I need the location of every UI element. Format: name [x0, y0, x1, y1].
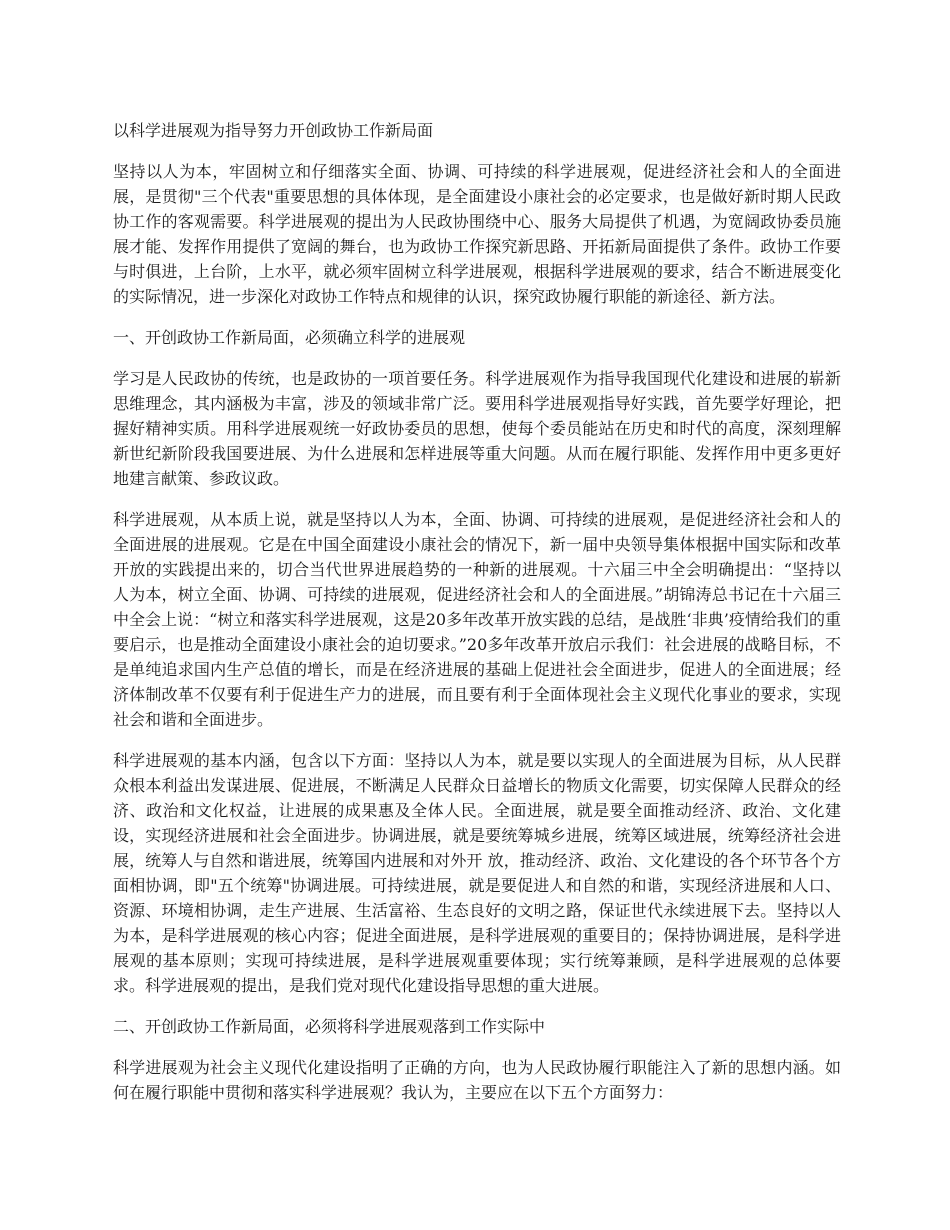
document-page: [113, 118, 841, 1121]
paragraph-implementation: 科学进展观为社会主义现代化建设指明了正确的方向，也为人民政协履行职能注入了新的思想内涵。如何在履行职能中贯彻和落实科学进展观？我认为，主要应在以下五个方面努力：: [113, 1058, 841, 1102]
section-heading-2: 二、开创政协工作新局面，必须将科学进展观落到工作实际中: [113, 1017, 546, 1036]
section-heading-1: 一、开创政协工作新局面，必须确立科学的进展观: [113, 328, 466, 347]
paragraph-intro: 坚持以人为本，牢固树立和仔细落实全面、协调、可持续的科学进展观，促进经济社会和人的全面进展，是贯彻"三个代表"重要思想的具体体现，是全面建设小康社会的必定要求，也是做好新时期人民政协工作的客观需要。科学进展观的提出为人民政协围绕中心、服务大局提供了机遇，为宽阔政协委员施展才能、发挥作用提供了宽阔的舞台，也为政协工作探究新思路、开拓新局面提供了条件。政协工作要与时俱进，上台阶，上水平，就必须牢固树立科学进展观，根据科学进展观的要求，结合不断进展变化的实际情况，进一步深化对政协工作特点和规律的认识，探究政协履行职能的新途径、新方法。: [113, 162, 841, 306]
document-title: 以科学进展观为指导努力开创政协工作新局面: [113, 121, 434, 140]
paragraph-learning: 学习是人民政协的传统，也是政协的一项首要任务。科学进展观作为指导我国现代化建设和进展的崭新思维理念，其内涵极为丰富，涉及的领域非常广泛。要用科学进展观指导好实践，首先要学好理论，把握好精神实质。用科学进展观统一好政协委员的思想，使每个委员能站在历史和时代的高度，深刻理解新世纪新阶段我国要进展、为什么进展和怎样进展等重大问题。从而在履行职能、发挥作用中更多更好地建言献策、参政议政。: [113, 369, 841, 488]
paragraph-connotation: 科学进展观的基本内涵，包含以下方面：坚持以人为本，就是要以实现人的全面进展为目标，从人民群众根本利益出发谋进展、促进展，不断满足人民群众日益增长的物质文化需要，切实保障人民群众的经济、政治和文化权益，让进展的成果惠及全体人民。全面进展，就是要全面推动经济、政治、文化建设，实现经济进展和社会全面进步。协调进展，就是要统筹城乡进展，统筹区域进展，统筹经济社会进展，统筹人与自然和谐进展，统筹国内进展和对外开 放，推动经济、政治、文化建设的各个环节各个方面相协调，即"五个统筹"协调进展。可持续进展，就是要促进人和自然的和谐，实现经济进展和人口、资源、环境相协调，走生产进展、生活富裕、生态良好的文明之路，保证世代永续进展下去。坚持以人为本，是科学进展观的核心内容；促进全面进展，是科学进展观的重要目的；保持协调进展，是科学进展观的基本原则；实现可持续进展，是科学进展观重要体现；实行统筹兼顾，是科学进展观的总体要求。科学进展观的提出，是我们党对现代化建设指导思想的重大进展。: [113, 751, 841, 995]
paragraph-essence: 科学进展观，从本质上说，就是坚持以人为本，全面、协调、可持续的进展观，是促进经济社会和人的全面进展的进展观。它是在中国全面建设小康社会的情况下，新一届中央领导集体根据中国实际和改革开放的实践提出来的，切合当代世界进展趋势的一种新的进展观。十六届三中全会明确提出：“坚持以人为本，树立全面、协调、可持续的进展观，促进经济社会和人的全面进展。”胡锦涛总书记在十六届三中全会上说：“树立和落实科学进展观，这是20多年改革开放实践的总结，是战胜‘非典’疫情给我们的重要启示，也是推动全面建设小康社会的迫切要求。”20多年改革开放启示我们：社会进展的战略目标，不是单纯追求国内生产总值的增长，而是在经济进展的基础上促进社会全面进步，促进人的全面进展；经济体制改革不仅要有利于促进生产力的进展，而且要有利于全面体现社会主义现代化事业的要求，实现社会和谐和全面进步。: [113, 510, 841, 729]
